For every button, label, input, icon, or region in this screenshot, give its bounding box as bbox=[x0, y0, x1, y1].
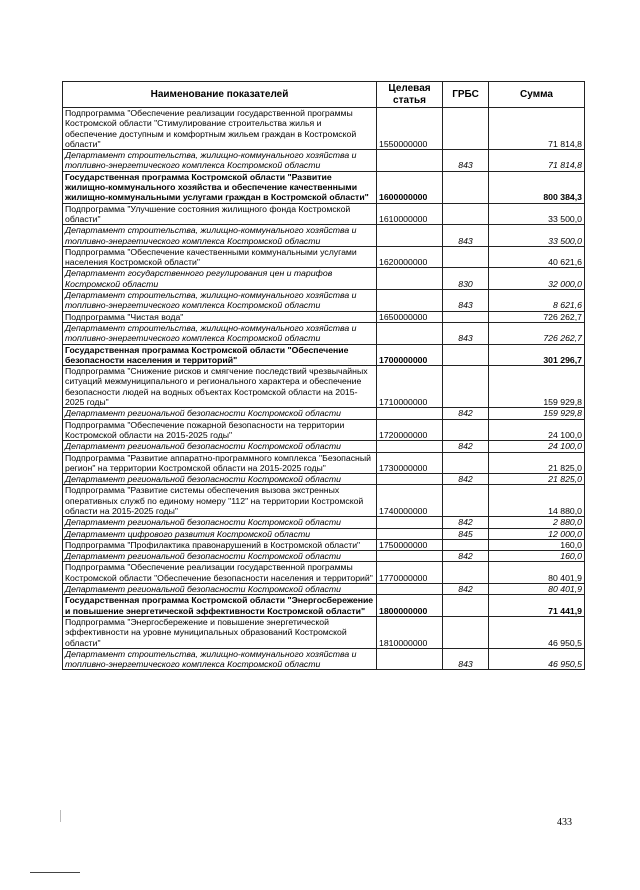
name-cell: Государственная программа Костромской области "Энергосбережение и повышение энергетической эффективности Костромской области" bbox=[63, 595, 377, 617]
margin-mark bbox=[60, 810, 61, 822]
name-cell: Подпрограмма "Профилактика правонарушений в Костромской области" bbox=[63, 539, 377, 550]
code-cell bbox=[377, 150, 443, 172]
code-cell bbox=[377, 290, 443, 312]
grbs-cell bbox=[443, 108, 489, 150]
grbs-cell: 843 bbox=[443, 322, 489, 344]
code-cell: 1550000000 bbox=[377, 108, 443, 150]
table-row bbox=[63, 311, 585, 322]
name-cell: Подпрограмма "Улучшение состояния жилищного фонда Костромской области" bbox=[63, 203, 377, 225]
code-cell: 1700000000 bbox=[377, 344, 443, 366]
sum-cell: 24 100,0 bbox=[489, 419, 585, 441]
sum-cell: 21 825,0 bbox=[489, 452, 585, 474]
table-row bbox=[63, 551, 585, 562]
grbs-cell bbox=[443, 246, 489, 268]
table-row bbox=[63, 246, 585, 268]
code-cell: 1740000000 bbox=[377, 485, 443, 517]
code-cell bbox=[377, 517, 443, 528]
sum-cell: 8 621,6 bbox=[489, 290, 585, 312]
table-row bbox=[63, 584, 585, 595]
table-row bbox=[63, 517, 585, 528]
table-row bbox=[63, 441, 585, 452]
code-cell bbox=[377, 441, 443, 452]
sum-cell: 71 441,9 bbox=[489, 595, 585, 617]
sum-cell: 159 929,8 bbox=[489, 408, 585, 419]
table-row bbox=[63, 419, 585, 441]
table-row bbox=[63, 203, 585, 225]
code-cell bbox=[377, 474, 443, 485]
name-cell: Подпрограмма "Обеспечение реализации государственной программы Костромской области "Обеспечение безопасности населения и территорий" bbox=[63, 562, 377, 584]
table-row bbox=[63, 562, 585, 584]
table-row bbox=[63, 290, 585, 312]
name-cell: Департамент строительства, жилищно-коммунального хозяйства и топливно-энергетического комплекса Костромской области bbox=[63, 290, 377, 312]
grbs-cell bbox=[443, 419, 489, 441]
table-row bbox=[63, 150, 585, 172]
name-cell: Департамент региональной безопасности Костромской области bbox=[63, 517, 377, 528]
code-cell: 1800000000 bbox=[377, 595, 443, 617]
sum-cell: 46 950,5 bbox=[489, 616, 585, 648]
grbs-cell: 843 bbox=[443, 225, 489, 247]
sum-cell: 24 100,0 bbox=[489, 441, 585, 452]
sum-cell: 726 262,7 bbox=[489, 322, 585, 344]
grbs-cell: 845 bbox=[443, 528, 489, 539]
grbs-cell bbox=[443, 171, 489, 203]
name-cell: Департамент строительства, жилищно-коммунального хозяйства и топливно-энергетического комплекса Костромской области bbox=[63, 150, 377, 172]
grbs-cell bbox=[443, 203, 489, 225]
grbs-cell bbox=[443, 562, 489, 584]
grbs-cell bbox=[443, 366, 489, 408]
table-row bbox=[63, 485, 585, 517]
code-cell bbox=[377, 322, 443, 344]
name-cell: Департамент региональной безопасности Костромской области bbox=[63, 474, 377, 485]
table-row bbox=[63, 452, 585, 474]
code-cell: 1750000000 bbox=[377, 539, 443, 550]
sum-cell: 71 814,8 bbox=[489, 108, 585, 150]
grbs-cell bbox=[443, 344, 489, 366]
sum-cell: 2 880,0 bbox=[489, 517, 585, 528]
header-code: Целевая статья bbox=[377, 82, 443, 108]
grbs-cell bbox=[443, 452, 489, 474]
sum-cell: 301 296,7 bbox=[489, 344, 585, 366]
name-cell: Подпрограмма "Обеспечение реализации государственной программы Костромской области "Стимулирование строительства жилья и обеспечение доступным и комфортным жильем граждан в Костромской области" bbox=[63, 108, 377, 150]
table-row bbox=[63, 344, 585, 366]
sum-cell: 21 825,0 bbox=[489, 474, 585, 485]
name-cell: Департамент региональной безопасности Костромской области bbox=[63, 584, 377, 595]
name-cell: Департамент региональной безопасности Костромской области bbox=[63, 441, 377, 452]
sum-cell: 46 950,5 bbox=[489, 648, 585, 670]
table-row bbox=[63, 648, 585, 670]
grbs-cell: 842 bbox=[443, 517, 489, 528]
sum-cell: 33 500,0 bbox=[489, 225, 585, 247]
grbs-cell: 843 bbox=[443, 290, 489, 312]
header-sum: Сумма bbox=[489, 82, 585, 108]
sum-cell: 160,0 bbox=[489, 551, 585, 562]
grbs-cell: 842 bbox=[443, 474, 489, 485]
name-cell: Государственная программа Костромской области "Обеспечение безопасности населения и территорий" bbox=[63, 344, 377, 366]
code-cell: 1730000000 bbox=[377, 452, 443, 474]
grbs-cell bbox=[443, 485, 489, 517]
grbs-cell: 842 bbox=[443, 441, 489, 452]
code-cell: 1610000000 bbox=[377, 203, 443, 225]
header-name: Наименование показателей bbox=[63, 82, 377, 108]
code-cell bbox=[377, 268, 443, 290]
sum-cell: 12 000,0 bbox=[489, 528, 585, 539]
table-row bbox=[63, 616, 585, 648]
code-cell bbox=[377, 648, 443, 670]
table-row bbox=[63, 171, 585, 203]
table-row bbox=[63, 408, 585, 419]
sum-cell: 80 401,9 bbox=[489, 562, 585, 584]
sum-cell: 800 384,3 bbox=[489, 171, 585, 203]
name-cell: Департамент строительства, жилищно-коммунального хозяйства и топливно-энергетического комплекса Костромской области bbox=[63, 225, 377, 247]
name-cell: Подпрограмма "Снижение рисков и смягчение последствий чрезвычайных ситуаций межмуниципального и регионального характера и обеспечение безопасности людей на водных объектах Костромской области на 2015-2025 годы" bbox=[63, 366, 377, 408]
name-cell: Департамент строительства, жилищно-коммунального хозяйства и топливно-энергетического комплекса Костромской области bbox=[63, 322, 377, 344]
table-row bbox=[63, 322, 585, 344]
name-cell: Подпрограмма "Энергосбережение и повышение энергетической эффективности на уровне муниципальных образований Костромской области" bbox=[63, 616, 377, 648]
table-row bbox=[63, 366, 585, 408]
code-cell: 1620000000 bbox=[377, 246, 443, 268]
table-row bbox=[63, 595, 585, 617]
name-cell: Департамент строительства, жилищно-коммунального хозяйства и топливно-энергетического комплекса Костромской области bbox=[63, 648, 377, 670]
budget-table bbox=[62, 81, 585, 670]
table-row bbox=[63, 108, 585, 150]
name-cell: Подпрограмма "Развитие аппаратно-программного комплекса "Безопасный регион" на территории Костромской области на 2015-2025 годы" bbox=[63, 452, 377, 474]
name-cell: Департамент региональной безопасности Костромской области bbox=[63, 551, 377, 562]
sum-cell: 33 500,0 bbox=[489, 203, 585, 225]
code-cell: 1810000000 bbox=[377, 616, 443, 648]
sum-cell: 71 814,8 bbox=[489, 150, 585, 172]
name-cell: Департамент региональной безопасности Костромской области bbox=[63, 408, 377, 419]
sum-cell: 14 880,0 bbox=[489, 485, 585, 517]
sum-cell: 80 401,9 bbox=[489, 584, 585, 595]
grbs-cell: 843 bbox=[443, 648, 489, 670]
name-cell: Государственная программа Костромской области "Развитие жилищно-коммунального хозяйства и обеспечение качественными жилищно-коммунальными услугами граждан в Костромской области" bbox=[63, 171, 377, 203]
code-cell: 1600000000 bbox=[377, 171, 443, 203]
sum-cell: 726 262,7 bbox=[489, 311, 585, 322]
name-cell: Подпрограмма "Обеспечение качественными коммунальными услугами населения Костромской области" bbox=[63, 246, 377, 268]
code-cell bbox=[377, 528, 443, 539]
code-cell: 1770000000 bbox=[377, 562, 443, 584]
table-row bbox=[63, 225, 585, 247]
grbs-cell bbox=[443, 539, 489, 550]
grbs-cell: 830 bbox=[443, 268, 489, 290]
table-row bbox=[63, 474, 585, 485]
footer-rule bbox=[30, 872, 80, 873]
name-cell: Подпрограмма "Развитие системы обеспечения вызова экстренных оперативных служб по единому номеру "112" на территории Костромской области на 2015-2025 годы" bbox=[63, 485, 377, 517]
header-grbs: ГРБС bbox=[443, 82, 489, 108]
table-row bbox=[63, 268, 585, 290]
grbs-cell bbox=[443, 595, 489, 617]
grbs-cell: 842 bbox=[443, 584, 489, 595]
name-cell: Подпрограмма "Чистая вода" bbox=[63, 311, 377, 322]
name-cell: Департамент цифрового развития Костромской области bbox=[63, 528, 377, 539]
code-cell bbox=[377, 584, 443, 595]
sum-cell: 40 621,6 bbox=[489, 246, 585, 268]
grbs-cell bbox=[443, 616, 489, 648]
grbs-cell: 843 bbox=[443, 150, 489, 172]
code-cell: 1650000000 bbox=[377, 311, 443, 322]
name-cell: Департамент государственного регулирования цен и тарифов Костромской области bbox=[63, 268, 377, 290]
code-cell bbox=[377, 408, 443, 419]
grbs-cell: 842 bbox=[443, 551, 489, 562]
sum-cell: 160,0 bbox=[489, 539, 585, 550]
sum-cell: 32 000,0 bbox=[489, 268, 585, 290]
code-cell: 1710000000 bbox=[377, 366, 443, 408]
code-cell bbox=[377, 225, 443, 247]
grbs-cell bbox=[443, 311, 489, 322]
table-body bbox=[63, 108, 585, 670]
code-cell: 1720000000 bbox=[377, 419, 443, 441]
grbs-cell: 842 bbox=[443, 408, 489, 419]
page-number: 433 bbox=[557, 817, 572, 828]
name-cell: Подпрограмма "Обеспечение пожарной безопасности на территории Костромской области на 2015-2025 годы" bbox=[63, 419, 377, 441]
table-row bbox=[63, 539, 585, 550]
code-cell bbox=[377, 551, 443, 562]
table-row bbox=[63, 528, 585, 539]
table-header-row bbox=[63, 82, 585, 108]
sum-cell: 159 929,8 bbox=[489, 366, 585, 408]
